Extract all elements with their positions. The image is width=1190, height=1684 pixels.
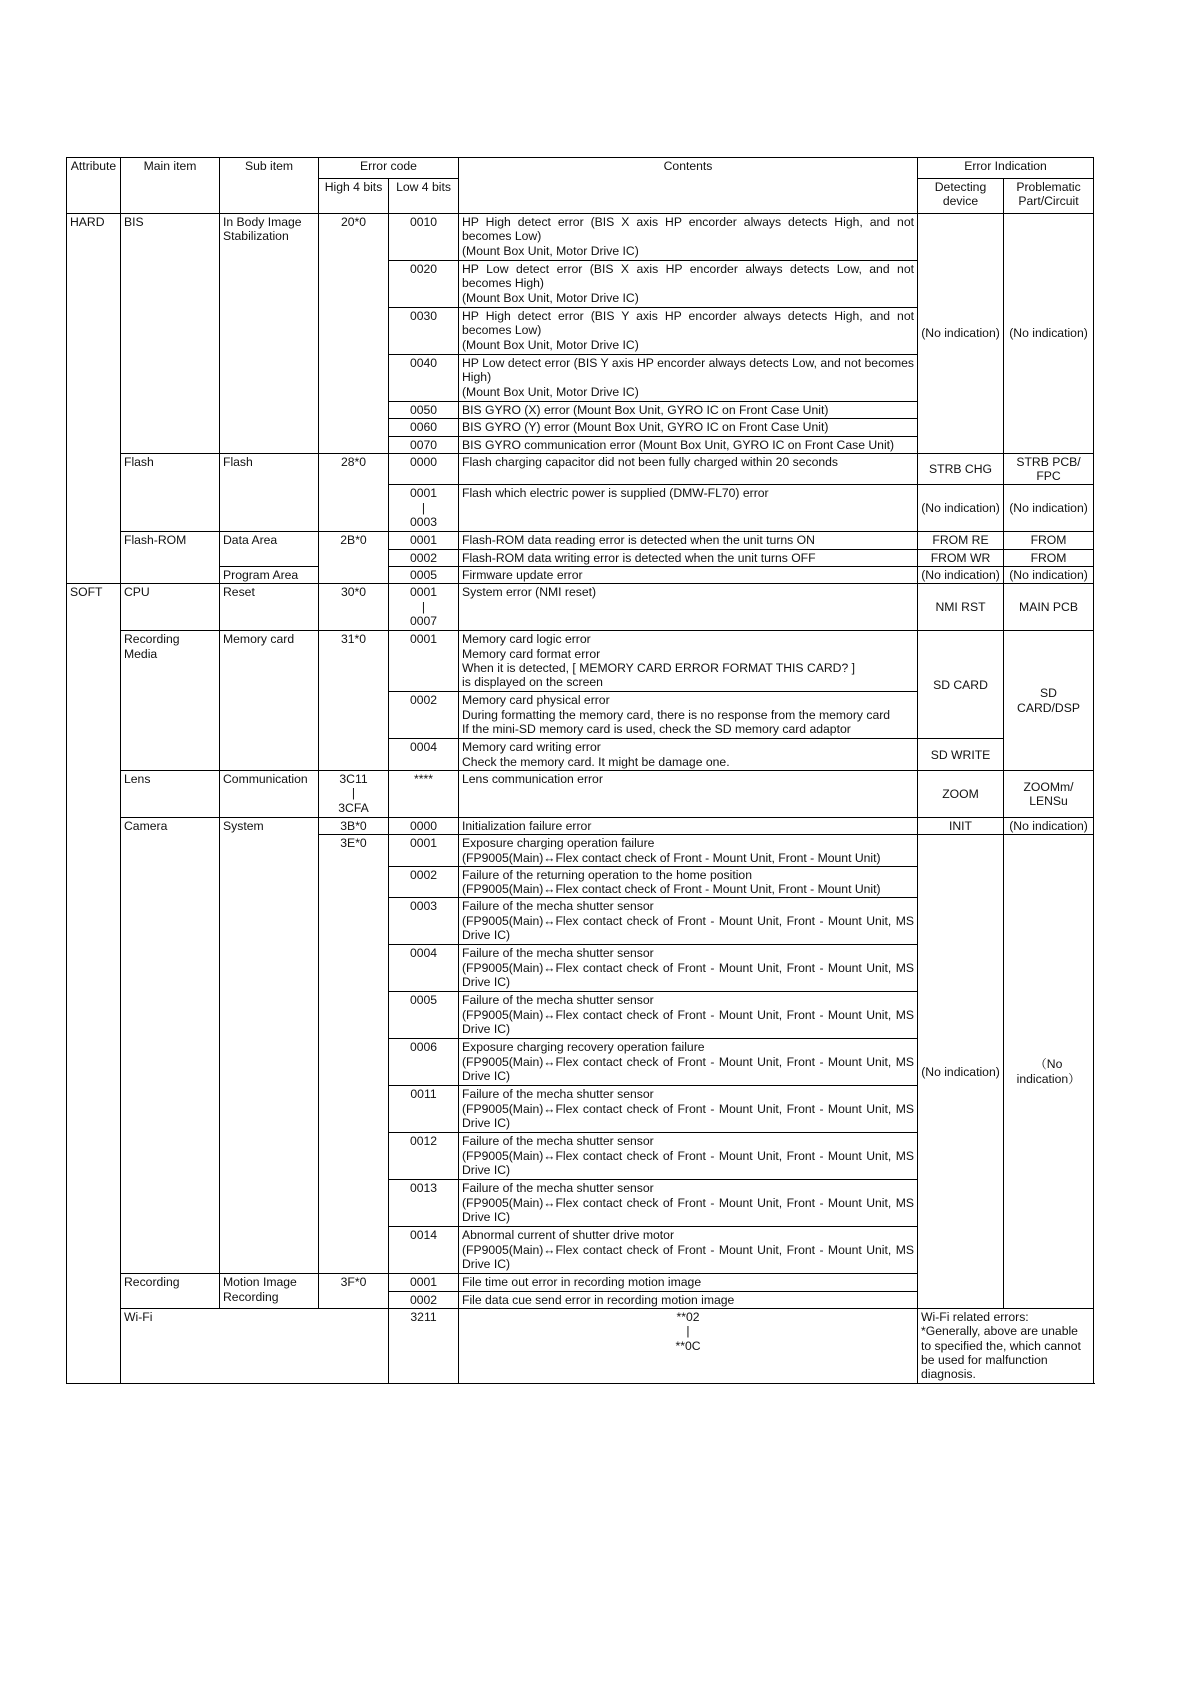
sub-item-system: System — [220, 817, 319, 1273]
problematic-part-cell: (No indication) — [1004, 567, 1094, 584]
contents-cell: Lens communication error — [459, 770, 918, 817]
low-bits-cell: 0013 — [389, 1180, 459, 1227]
error-code-table — [66, 157, 1094, 1384]
header-row — [67, 158, 1094, 179]
contents-cell: HP High detect error (BIS Y axis HP encorder always detects High, and not becomes Low) (Mount Box Unit, Motor Drive IC) — [459, 308, 918, 355]
contents-cell: Exposure charging operation failure (FP9005(Main)↔Flex contact check of Front - Mount Unit, Front - Mount Unit) — [459, 835, 918, 867]
main-item-bis: BIS — [121, 214, 220, 454]
header-high-bits: High 4 bits — [319, 179, 389, 214]
table-row — [67, 631, 1094, 692]
sub-item-data-area: Data Area — [220, 532, 319, 567]
contents-cell: BIS GYRO communication error (Mount Box Unit, GYRO IC on Front Case Unit) — [459, 436, 918, 453]
contents-cell: Flash charging capacitor did not been fully charged within 20 seconds — [459, 453, 918, 485]
table-row — [67, 453, 1094, 485]
contents-cell: HP Low detect error (BIS X axis HP encorder always detects Low, and not becomes High) (Mount Box Unit, Motor Drive IC) — [459, 261, 918, 308]
detecting-device-cell: (No indication) — [918, 485, 1004, 532]
low-bits-cell: **02 | **0C — [459, 1309, 918, 1383]
detecting-device-camera: (No indication) — [918, 835, 1004, 1309]
low-bits-cell: 0030 — [389, 308, 459, 355]
low-bits-cell: 0003 — [389, 898, 459, 945]
contents-cell: Firmware update error — [459, 567, 918, 584]
low-bits-cell: 0001 — [389, 631, 459, 692]
contents-cell: HP Low detect error (BIS Y axis HP encorder always detects Low, and not becomes High) (Mount Box Unit, Motor Drive IC) — [459, 355, 918, 402]
low-bits-cell: 0010 — [389, 214, 459, 261]
low-bits-cell: 0002 — [389, 1291, 459, 1308]
high-bits-flash: 28*0 — [319, 453, 389, 532]
low-bits-cell: 0001 — [389, 835, 459, 867]
low-bits-cell: 0006 — [389, 1039, 459, 1086]
problematic-part-cell: (No indication) — [1004, 817, 1094, 834]
low-bits-cell: 0001 | 0003 — [389, 485, 459, 532]
low-bits-cell: 0005 — [389, 992, 459, 1039]
sub-item-reset: Reset — [220, 584, 319, 631]
contents-cell: Abnormal current of shutter drive motor (FP9005(Main)↔Flex contact check of Front - Mount Unit, Front - Mount Unit, MS Drive IC) — [459, 1227, 918, 1274]
contents-cell: Failure of the returning operation to the home position (FP9005(Main)↔Flex contact check of Front - Mount Unit, Front - Mount Unit) — [459, 866, 918, 898]
high-bits-recording: 3F*0 — [319, 1274, 389, 1309]
main-item-cpu: CPU — [121, 584, 220, 631]
low-bits-cell: 0005 — [389, 567, 459, 584]
header-detecting-device: Detecting device — [918, 179, 1004, 214]
table-row — [67, 817, 1094, 834]
contents-cell: Failure of the mecha shutter sensor (FP9005(Main)↔Flex contact check of Front - Mount Unit, Front - Mount Unit, MS Drive IC) — [459, 1133, 918, 1180]
low-bits-cell: **** — [389, 770, 459, 817]
contents-cell: Initialization failure error — [459, 817, 918, 834]
low-bits-cell: 0001 | 0007 — [389, 584, 459, 631]
detecting-device-cell: NMI RST — [918, 584, 1004, 631]
low-bits-cell: 0001 — [389, 1274, 459, 1291]
table-row — [67, 1309, 1094, 1383]
low-bits-cell: 0040 — [389, 355, 459, 402]
problematic-part-cell: (No indication) — [1004, 485, 1094, 532]
problematic-part-media: SD CARD/DSP — [1004, 631, 1094, 771]
detecting-device-cell: SD WRITE — [918, 739, 1004, 771]
low-bits-cell: 0002 — [389, 866, 459, 898]
table-row — [67, 214, 1094, 261]
high-bits-wifi: 3211 — [389, 1309, 459, 1383]
header-contents: Contents — [459, 158, 918, 214]
table-row — [67, 532, 1094, 549]
problematic-part-cell: ZOOMm/ LENSu — [1004, 770, 1094, 817]
high-bits-flash-rom: 2B*0 — [319, 532, 389, 584]
main-item-flash: Flash — [121, 453, 220, 532]
low-bits-cell: 0020 — [389, 261, 459, 308]
contents-cell: BIS GYRO (Y) error (Mount Box Unit, GYRO IC on Front Case Unit) — [459, 419, 918, 436]
sub-item-communication: Communication — [220, 770, 319, 817]
low-bits-cell: 0004 — [389, 739, 459, 771]
contents-cell: Exposure charging recovery operation failure (FP9005(Main)↔Flex contact check of Front - Mount Unit, Front - Mount Unit, MS Drive IC) — [459, 1039, 918, 1086]
contents-cell: Failure of the mecha shutter sensor (FP9005(Main)↔Flex contact check of Front - Mount Unit, Front - Mount Unit, MS Drive IC) — [459, 1180, 918, 1227]
table-row — [67, 567, 1094, 584]
detecting-device-cell: (No indication) — [918, 567, 1004, 584]
detecting-device-cell: ZOOM — [918, 770, 1004, 817]
contents-cell: Memory card writing error Check the memory card. It might be damage one. — [459, 739, 918, 771]
detecting-device-bis: (No indication) — [918, 214, 1004, 454]
detecting-device-cell: FROM RE — [918, 532, 1004, 549]
detecting-device-cell: STRB CHG — [918, 453, 1004, 485]
low-bits-cell: 0004 — [389, 945, 459, 992]
main-item-camera: Camera — [121, 817, 220, 1273]
high-bits-cpu: 30*0 — [319, 584, 389, 631]
header-problematic-part: Problematic Part/Circuit — [1004, 179, 1094, 214]
sub-item-program-area: Program Area — [220, 567, 319, 584]
header-sub-item: Sub item — [220, 158, 319, 214]
table-row — [67, 770, 1094, 817]
attribute-wifi: Wi-Fi — [121, 1309, 389, 1383]
high-bits-camera-init: 3B*0 — [319, 817, 389, 834]
low-bits-cell: 0012 — [389, 1133, 459, 1180]
main-item-flash-rom: Flash-ROM — [121, 532, 220, 584]
low-bits-cell: 0011 — [389, 1086, 459, 1133]
attribute-hard: HARD — [67, 214, 121, 584]
low-bits-cell: 0001 — [389, 532, 459, 549]
header-error-code: Error code — [319, 158, 459, 179]
detecting-device-cell: INIT — [918, 817, 1004, 834]
high-bits-camera-shutter: 3E*0 — [319, 835, 389, 1274]
contents-cell: Memory card physical error During formatting the memory card, there is no response from the memory card If the mini-SD memory card is used, check the SD memory card adaptor — [459, 692, 918, 739]
low-bits-cell: 0002 — [389, 692, 459, 739]
header-error-indication: Error Indication — [918, 158, 1094, 179]
contents-cell: Failure of the mecha shutter sensor (FP9005(Main)↔Flex contact check of Front - Mount Unit, Front - Mount Unit, MS Drive IC) — [459, 898, 918, 945]
attribute-soft: SOFT — [67, 584, 121, 1383]
header-attribute: Attribute — [67, 158, 121, 214]
sub-item-flash: Flash — [220, 453, 319, 532]
contents-cell: File time out error in recording motion image — [459, 1274, 918, 1291]
problematic-part-bis: (No indication) — [1004, 214, 1094, 454]
contents-cell: Flash-ROM data reading error is detected when the unit turns ON — [459, 532, 918, 549]
low-bits-cell: 0050 — [389, 402, 459, 419]
contents-cell: Wi-Fi related errors: *Generally, above are unable to specified the, which cannot be used for malfunction diagnosis. — [918, 1309, 1094, 1383]
contents-cell: Memory card logic error Memory card format error When it is detected, [ MEMORY CARD ERROR FORMAT THIS CARD? ] is displayed on the screen — [459, 631, 918, 692]
contents-cell: Failure of the mecha shutter sensor (FP9005(Main)↔Flex contact check of Front - Mount Unit, Front - Mount Unit, MS Drive IC) — [459, 992, 918, 1039]
problematic-part-cell: MAIN PCB — [1004, 584, 1094, 631]
problematic-part-cell: STRB PCB/ FPC — [1004, 453, 1094, 485]
contents-cell: Flash which electric power is supplied (DMW-FL70) error — [459, 485, 918, 532]
low-bits-cell: 0000 — [389, 453, 459, 485]
contents-cell: File data cue send error in recording motion image — [459, 1291, 918, 1308]
contents-cell: Failure of the mecha shutter sensor (FP9005(Main)↔Flex contact check of Front - Mount Unit, Front - Mount Unit, MS Drive IC) — [459, 1086, 918, 1133]
low-bits-cell: 0000 — [389, 817, 459, 834]
main-item-lens: Lens — [121, 770, 220, 817]
problematic-part-cell: FROM — [1004, 532, 1094, 549]
low-bits-cell: 0002 — [389, 549, 459, 566]
detecting-device-cell: FROM WR — [918, 549, 1004, 566]
main-item-recording: Recording — [121, 1274, 220, 1309]
high-bits-bis: 20*0 — [319, 214, 389, 454]
high-bits-lens: 3C11 | 3CFA — [319, 770, 389, 817]
sub-item-motion-image-recording: Motion Image Recording — [220, 1274, 319, 1309]
header-main-item: Main item — [121, 158, 220, 214]
problematic-part-camera: （No indication） — [1004, 835, 1094, 1309]
contents-cell: BIS GYRO (X) error (Mount Box Unit, GYRO IC on Front Case Unit) — [459, 402, 918, 419]
low-bits-cell: 0060 — [389, 419, 459, 436]
low-bits-cell: 0070 — [389, 436, 459, 453]
main-item-recording-media: Recording Media — [121, 631, 220, 771]
header-low-bits: Low 4 bits — [389, 179, 459, 214]
table-row — [67, 584, 1094, 631]
low-bits-cell: 0014 — [389, 1227, 459, 1274]
sub-item-memory-card: Memory card — [220, 631, 319, 771]
contents-cell: Flash-ROM data writing error is detected when the unit turns OFF — [459, 549, 918, 566]
high-bits-media: 31*0 — [319, 631, 389, 771]
contents-cell: HP High detect error (BIS X axis HP encorder always detects High, and not becomes Low) (Mount Box Unit, Motor Drive IC) — [459, 214, 918, 261]
contents-cell: System error (NMI reset) — [459, 584, 918, 631]
contents-cell: Failure of the mecha shutter sensor (FP9005(Main)↔Flex contact check of Front - Mount Unit, Front - Mount Unit, MS Drive IC) — [459, 945, 918, 992]
sub-item-bis: In Body Image Stabilization — [220, 214, 319, 454]
detecting-device-cell: SD CARD — [918, 631, 1004, 739]
problematic-part-cell: FROM — [1004, 549, 1094, 566]
